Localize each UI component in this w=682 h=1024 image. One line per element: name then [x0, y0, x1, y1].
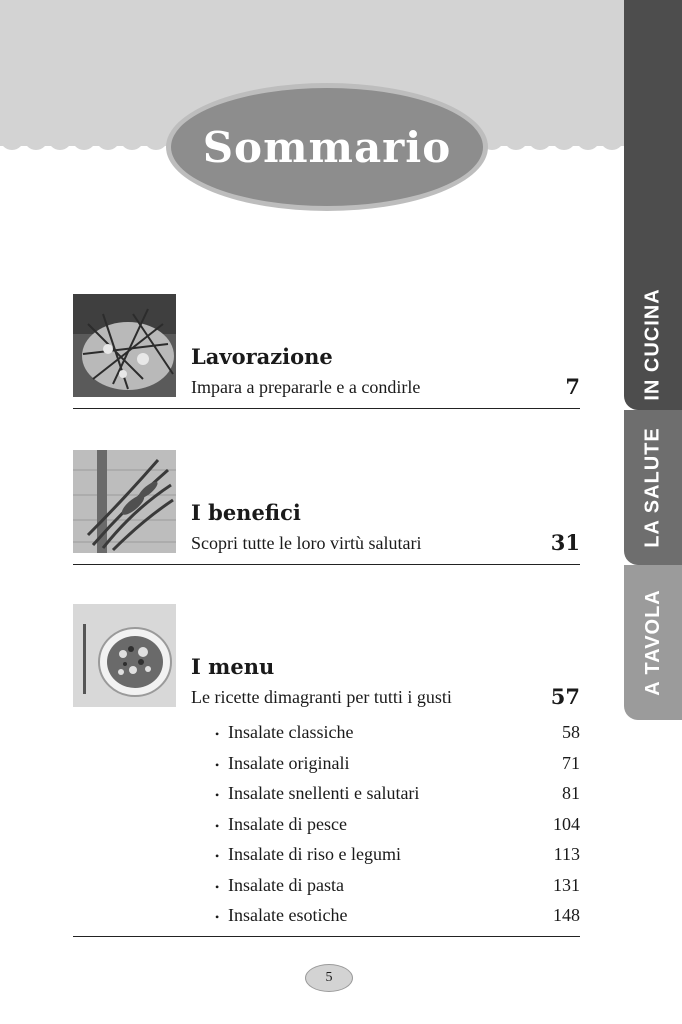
menu-sublist	[215, 720, 580, 934]
tab-label: A TAVOLA	[641, 589, 664, 696]
section-subtitle: Impara a prepararle e a condirle	[191, 377, 421, 397]
tab-label: LA SALUTE	[641, 427, 664, 548]
title-oval	[171, 88, 483, 206]
list-item[interactable]	[215, 812, 580, 843]
divider	[73, 408, 580, 409]
herbs-on-board-photo	[73, 450, 176, 553]
tab-la-salute[interactable]	[624, 410, 682, 565]
page-title: Sommario	[202, 122, 452, 172]
item-label: Insalate originali	[228, 752, 350, 773]
page-number-badge	[305, 964, 353, 992]
toc-section-lavorazione[interactable]	[73, 294, 580, 410]
tab-a-tavola[interactable]	[624, 565, 682, 720]
item-label: Insalate di pasta	[228, 874, 344, 895]
item-page: 71	[562, 752, 580, 773]
list-item[interactable]	[215, 842, 580, 873]
bullet: •	[215, 818, 220, 833]
item-page: 131	[553, 874, 580, 895]
bullet: •	[215, 788, 220, 802]
salad-bowl-photo	[73, 604, 176, 707]
divider	[73, 936, 580, 937]
item-label: Insalate di pesce	[228, 813, 347, 834]
bullet: •	[215, 727, 220, 741]
item-page: 104	[553, 813, 580, 834]
tab-label: IN CUCINA	[641, 287, 664, 401]
list-item[interactable]	[215, 873, 580, 904]
list-item[interactable]	[215, 720, 580, 751]
item-label: Insalate di riso e legumi	[228, 844, 401, 864]
toc-section-benefici[interactable]	[73, 450, 580, 566]
section-page-number: 57	[550, 684, 580, 709]
section-page-number: 31	[550, 530, 580, 555]
section-title: I menu	[191, 654, 275, 679]
divider	[73, 564, 580, 565]
item-page: 148	[553, 905, 580, 925]
toc-section-menu[interactable]	[73, 604, 580, 720]
page-number: 5	[325, 970, 333, 985]
section-title: Lavorazione	[191, 344, 333, 369]
bullet: •	[215, 879, 220, 894]
salad-leaves-photo	[73, 294, 176, 397]
bullet: •	[215, 910, 220, 924]
bullet: •	[215, 757, 220, 772]
item-page: 113	[553, 844, 580, 864]
tab-in-cucina[interactable]	[624, 0, 682, 410]
section-subtitle: Scopri tutte le loro virtù salutari	[191, 533, 422, 553]
item-label: Insalate snellenti e salutari	[228, 783, 420, 803]
item-label: Insalate classiche	[228, 722, 354, 742]
list-item[interactable]	[215, 751, 580, 782]
section-subtitle: Le ricette dimagranti per tutti i gusti	[191, 687, 452, 707]
item-page: 81	[562, 783, 580, 803]
item-page: 58	[562, 722, 580, 742]
section-page-number: 7	[565, 374, 580, 399]
section-title: I benefici	[191, 500, 301, 525]
list-item[interactable]	[215, 903, 580, 934]
item-label: Insalate esotiche	[228, 905, 348, 925]
list-item[interactable]	[215, 781, 580, 812]
bullet: •	[215, 849, 220, 863]
